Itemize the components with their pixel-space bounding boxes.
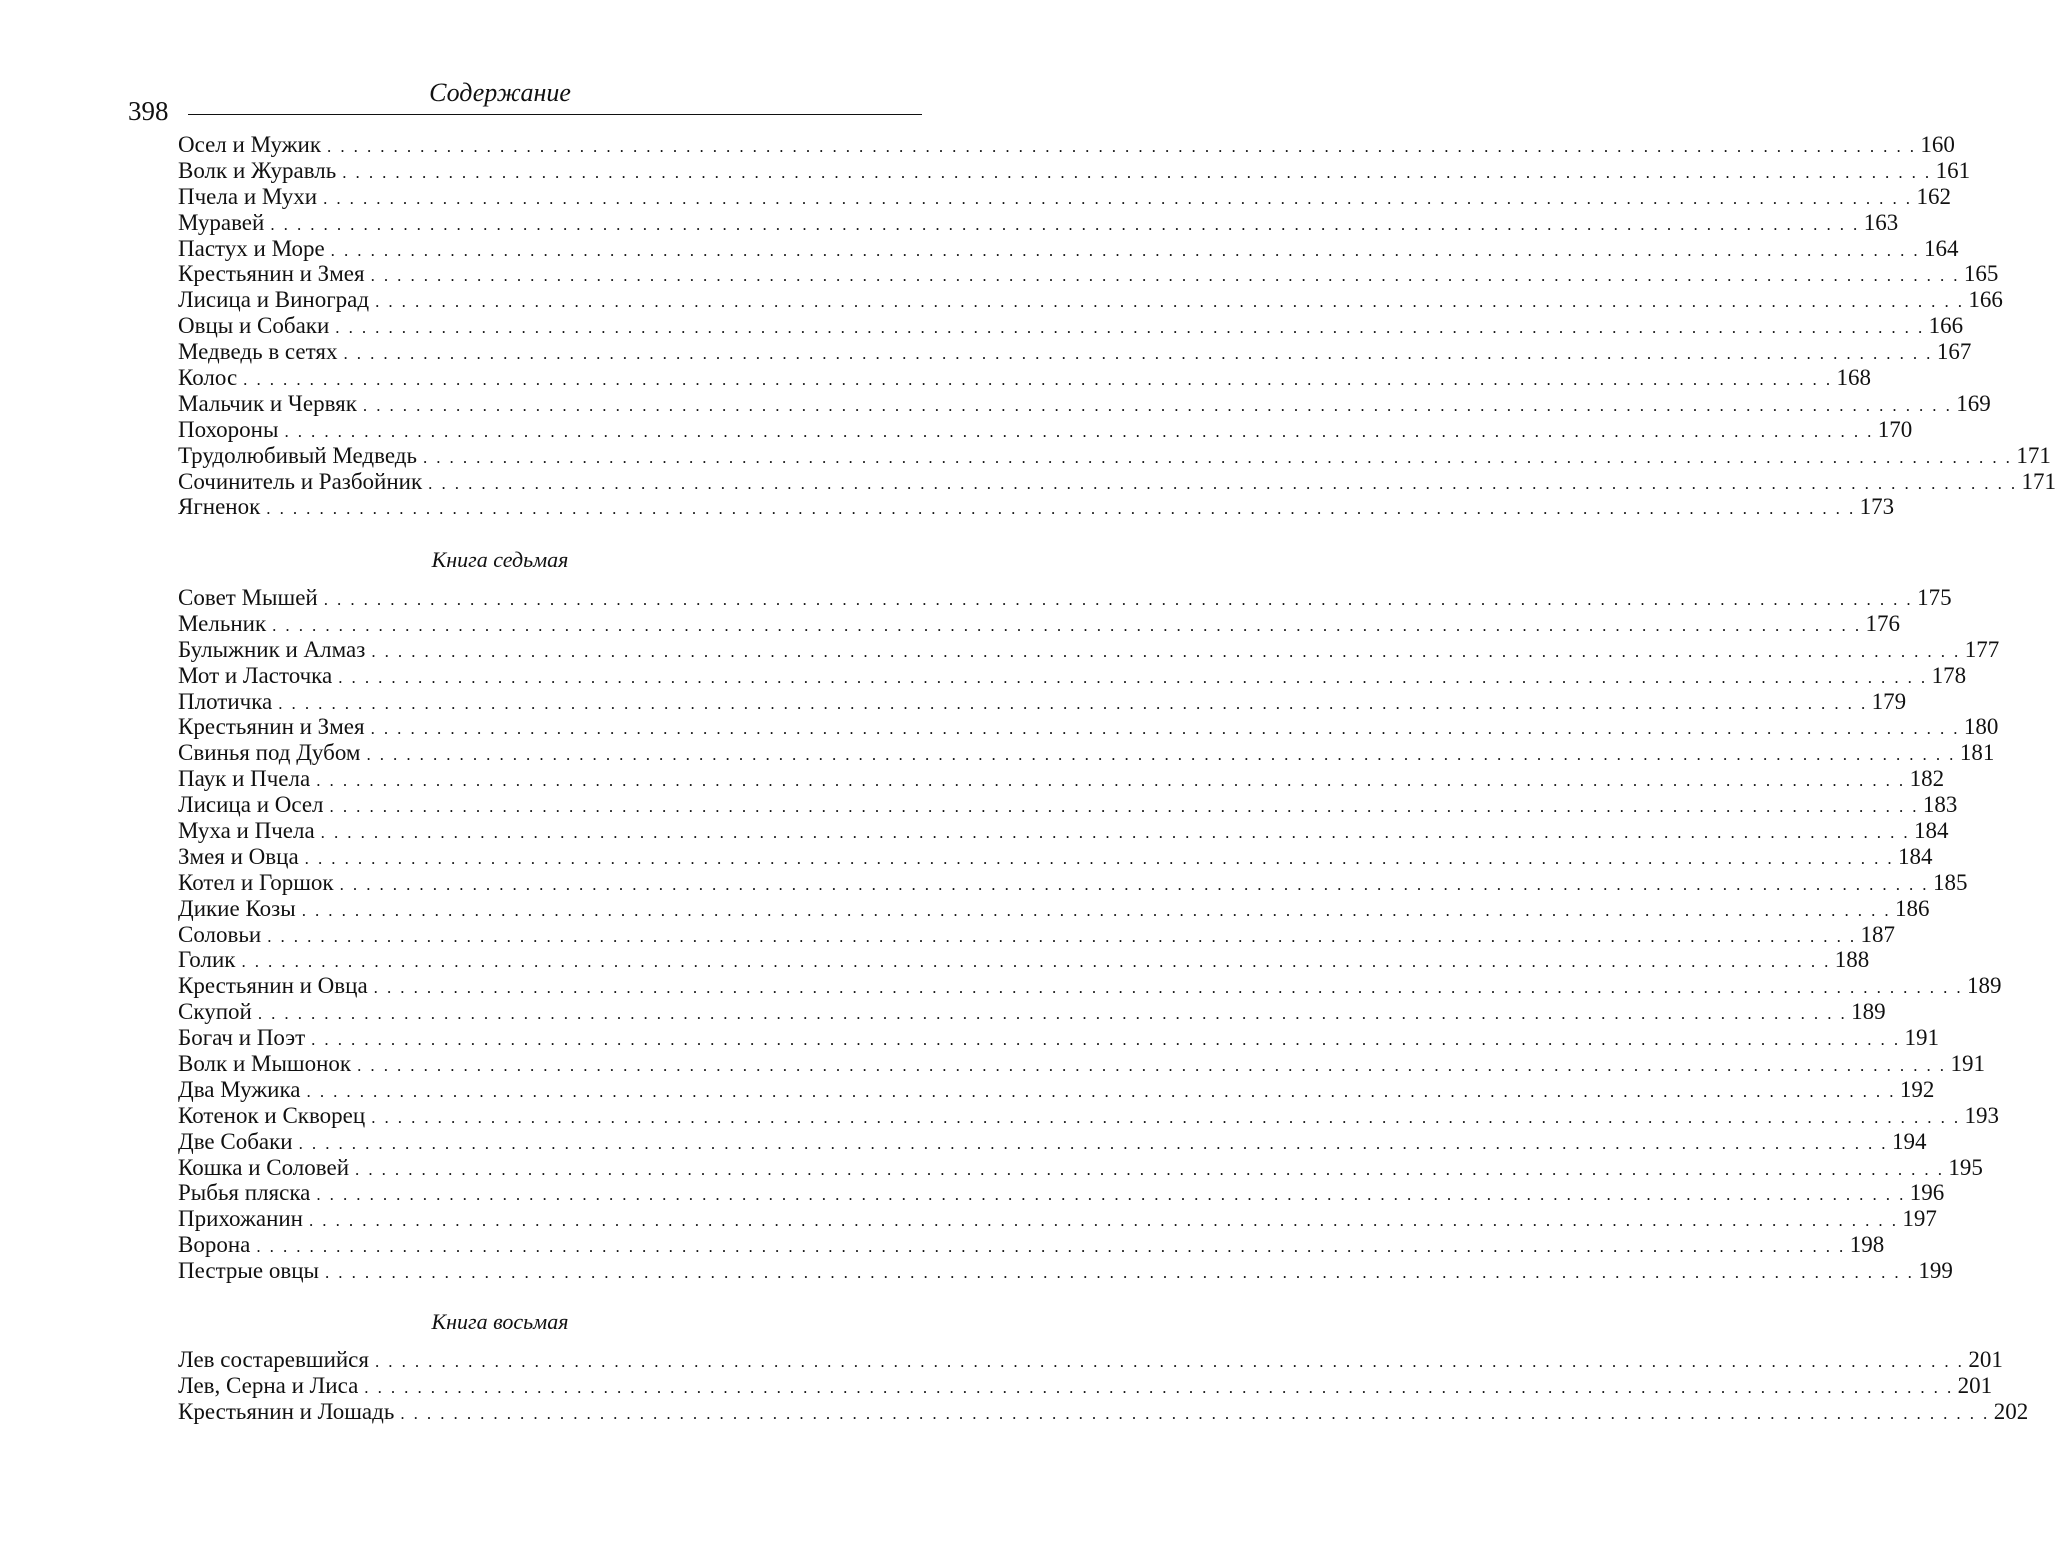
toc-entry-page-number: 184: [1898, 843, 1933, 869]
toc-entry: [178, 494, 1895, 520]
toc-entry-title: Плотичка: [178, 688, 273, 714]
toc-entry: [178, 999, 1886, 1025]
toc-entry-page-number: 175: [1917, 585, 1952, 610]
dot-leader: . . . . . . . . . . . . . . . . . . . . . . . . . . . . . . . . . . . . . . . . . . . . . . . . . . . . . . . . . . . . . . . . . . . . . . . . . . . . . . . . . . . . . . . . . . . . . . . . . . . . . . . . . . . . . . . . . . . . . . . .: [329, 797, 1919, 817]
toc-entry: [178, 365, 1872, 391]
dot-leader: . . . . . . . . . . . . . . . . . . . . . . . . . . . . . . . . . . . . . . . . . . . . . . . . . . . . . . . . . . . . . . . . . . . . . . . . . . . . . . . . . . . . . . . . . . . . . . . . . . . . . . . . . . . . . . . . . . . . . . . .: [422, 447, 2013, 467]
toc-entry: [178, 183, 1951, 210]
toc-entry-title: Осел и Мужик: [178, 132, 322, 157]
toc-entry-title: Котенок и Скворец: [178, 1102, 366, 1128]
toc-entry: [178, 610, 1900, 637]
toc-entry-title: Сочинитель и Разбойник: [178, 468, 423, 494]
dot-leader: . . . . . . . . . . . . . . . . . . . . . . . . . . . . . . . . . . . . . . . . . . . . . . . . . . . . . . . . . . . . . . . . . . . . . . . . . . . . . . . . . . . . . . . . . . . . . . . . . . . . . . . . . . . . . . . . . . . . . . . .: [362, 395, 1953, 415]
header-rule: [188, 114, 922, 115]
toc-entry-title: Рыбья пляска: [178, 1180, 311, 1206]
toc-entry: [178, 442, 2051, 469]
dot-leader: . . . . . . . . . . . . . . . . . . . . . . . . . . . . . . . . . . . . . . . . . . . . . . . . . . . . . . . . . . . . . . . . . . . . . . . . . . . . . . . . . . . . . . . . . . . . . . . . . . . . . . . . . . . . . . . . . . . . . . . .: [364, 1377, 1954, 1397]
toc-entry-page-number: 169: [1956, 390, 1991, 416]
toc-entry-title: Пчела и Мухи: [178, 183, 318, 209]
toc-entry: [178, 1372, 1993, 1399]
toc-entry-page-number: 202: [1993, 1398, 2029, 1424]
toc-entry-page-number: 199: [1918, 1258, 1953, 1284]
toc-entry-page-number: 165: [1963, 261, 1999, 287]
toc-entry: [178, 339, 1972, 365]
running-head: Содержание: [429, 78, 571, 107]
toc-entry: [178, 921, 1896, 948]
toc-entry-page-number: 182: [1909, 766, 1945, 792]
dot-leader: . . . . . . . . . . . . . . . . . . . . . . . . . . . . . . . . . . . . . . . . . . . . . . . . . . . . . . . . . . . . . . . . . . . . . . . . . . . . . . . . . . . . . . . . . . . . . . . . . . . . . . . . . . . . . . . . . . . . . . . .: [323, 590, 1914, 609]
toc-entry-title: Крестьянин и Лошадь: [178, 1398, 395, 1424]
toc-entry-page-number: 188: [1834, 947, 1870, 973]
toc-entry-title: Муха и Пчела: [178, 818, 315, 844]
toc-entry-page-number: 198: [1849, 1232, 1885, 1258]
toc-entry-page-number: 191: [1904, 1025, 1939, 1051]
toc-entry-page-number: 171: [2016, 442, 2051, 468]
dot-leader: . . . . . . . . . . . . . . . . . . . . . . . . . . . . . . . . . . . . . . . . . . . . . . . . . . . . . . . . . . . . . . . . . . . . . . . . . . . . . . . . . . . . . . . . . . . . . . . . . . . . . . . . . . . . . . . . . . . . . . . .: [370, 266, 1960, 286]
toc-entry-title: Богач и Поэт: [178, 1025, 306, 1051]
toc-entry-title: Ворона: [178, 1232, 251, 1258]
toc-entry-title: Свинья под Дубом: [178, 740, 361, 766]
toc-entry: [178, 662, 1967, 689]
dot-leader: . . . . . . . . . . . . . . . . . . . . . . . . . . . . . . . . . . . . . . . . . . . . . . . . . . . . . . . . . . . . . . . . . . . . . . . . . . . . . . . . . . . . . . . . . . . . . . . . . . . . . . . . . . . . . . . . . . . . . . . .: [355, 1159, 1945, 1179]
toc-section-2: [178, 585, 2002, 1284]
toc-entry: [178, 468, 2056, 495]
toc-entry: [178, 287, 2003, 313]
dot-leader: . . . . . . . . . . . . . . . . . . . . . . . . . . . . . . . . . . . . . . . . . . . . . . . . . . . . . . . . . . . . . . . . . . . . . . . . . . . . . . . . . . . . . . . . . . . . . . . . . . . . . . . . . . . . . . . . . . . . . . . .: [304, 848, 1895, 868]
dot-leader: . . . . . . . . . . . . . . . . . . . . . . . . . . . . . . . . . . . . . . . . . . . . . . . . . . . . . . . . . . . . . . . . . . . . . . . . . . . . . . . . . . . . . . . . . . . . . . . . . . . . . . . . . . . . . . . . . . . . . . . .: [316, 771, 1906, 791]
toc-entry: [178, 843, 1933, 870]
toc-entry-title: Трудолюбивый Медведь: [178, 442, 417, 468]
toc-entry-title: Паук и Пчела: [178, 766, 311, 792]
toc-entry-title: Два Мужика: [178, 1076, 301, 1102]
toc-entry: [178, 740, 1995, 766]
toc-entry-page-number: 184: [1914, 818, 1949, 844]
dot-leader: . . . . . . . . . . . . . . . . . . . . . . . . . . . . . . . . . . . . . . . . . . . . . . . . . . . . . . . . . . . . . . . . . . . . . . . . . . . . . . . . . . . . . . . . . . . . . . . . . . . . . . . . . . . . . . . . . . . . . . . .: [241, 952, 1831, 972]
toc-entry: [178, 818, 1949, 844]
toc-entry: [178, 947, 1870, 973]
dot-leader: . . . . . . . . . . . . . . . . . . . . . . . . . . . . . . . . . . . . . . . . . . . . . . . . . . . . . . . . . . . . . . . . . . . . . . . . . . . . . . . . . . . . . . . . . . . . . . . . . . . . . . . . . . . . . . . . . . . . . . . .: [375, 292, 1965, 312]
toc-entry: [178, 132, 1955, 158]
toc-entry-page-number: 162: [1916, 183, 1951, 209]
toc-entry-title: Волк и Мышонок: [178, 1051, 352, 1077]
toc-entry-page-number: 181: [1959, 740, 1995, 766]
toc-entry-title: Крестьянин и Змея: [178, 714, 365, 740]
toc-entry: [178, 1154, 1983, 1181]
toc-entry-page-number: 178: [1931, 662, 1967, 688]
dot-leader: . . . . . . . . . . . . . . . . . . . . . . . . . . . . . . . . . . . . . . . . . . . . . . . . . . . . . . . . . . . . . . . . . . . . . . . . . . . . . . . . . . . . . . . . . . . . . . . . . . . . . . . . . . . . . . . . . . . . . . . .: [373, 978, 1964, 998]
toc-entry-page-number: 180: [1963, 714, 1999, 740]
dot-leader: . . . . . . . . . . . . . . . . . . . . . . . . . . . . . . . . . . . . . . . . . . . . . . . . . . . . . . . . . . . . . . . . . . . . . . . . . . . . . . . . . . . . . . . . . . . . . . . . . . . . . . . . . . . . . . . . . . . . . . . .: [272, 615, 1862, 635]
toc-entry: [178, 1076, 1935, 1103]
toc-entry-title: Две Собаки: [178, 1128, 293, 1154]
toc-entry-title: Соловьи: [178, 921, 262, 947]
toc-entry-title: Мельник: [178, 610, 267, 636]
toc-entry-page-number: 170: [1877, 416, 1913, 442]
toc-entry-title: Похороны: [178, 416, 279, 442]
toc-entry-title: Овцы и Собаки: [178, 313, 330, 339]
toc-entry: [178, 209, 1899, 236]
dot-leader: . . . . . . . . . . . . . . . . . . . . . . . . . . . . . . . . . . . . . . . . . . . . . . . . . . . . . . . . . . . . . . . . . . . . . . . . . . . . . . . . . . . . . . . . . . . . . . . . . . . . . . . . . . . . . . . . . . . . . . . .: [257, 1004, 1848, 1024]
toc-entry: [178, 1206, 1937, 1232]
toc-entry: [178, 895, 1930, 922]
toc-entry: [178, 1051, 1985, 1077]
toc-entry-page-number: 189: [1967, 973, 2002, 999]
toc-entry-title: Медведь в сетях: [178, 339, 338, 365]
toc-entry-page-number: 173: [1859, 494, 1895, 520]
page-number: 398: [128, 96, 169, 126]
toc-entry-title: Лев состаревшийся: [178, 1347, 369, 1372]
dot-leader: . . . . . . . . . . . . . . . . . . . . . . . . . . . . . . . . . . . . . . . . . . . . . . . . . . . . . . . . . . . . . . . . . . . . . . . . . . . . . . . . . . . . . . . . . . . . . . . . . . . . . . . . . . . . . . . . . . . . . . . .: [323, 188, 1913, 208]
toc-entry: [178, 636, 2000, 663]
toc-entry-page-number: 161: [1935, 157, 1971, 183]
toc-entry: [178, 585, 1952, 611]
dot-leader: . . . . . . . . . . . . . . . . . . . . . . . . . . . . . . . . . . . . . . . . . . . . . . . . . . . . . . . . . . . . . . . . . . . . . . . . . . . . . . . . . . . . . . . . . . . . . . . . . . . . . . . . . . . . . . . . . . . . . . . .: [342, 162, 1932, 182]
toc-entry-title: Дикие Козы: [178, 895, 296, 921]
dot-leader: . . . . . . . . . . . . . . . . . . . . . . . . . . . . . . . . . . . . . . . . . . . . . . . . . . . . . . . . . . . . . . . . . . . . . . . . . . . . . . . . . . . . . . . . . . . . . . . . . . . . . . . . . . . . . . . . . . . . . . . .: [371, 1107, 1961, 1127]
toc-entry-title: Голик: [178, 947, 236, 973]
toc-entry-page-number: 194: [1891, 1128, 1927, 1154]
toc-entry-title: Совет Мышей: [178, 585, 318, 610]
dot-leader: . . . . . . . . . . . . . . . . . . . . . . . . . . . . . . . . . . . . . . . . . . . . . . . . . . . . . . . . . . . . . . . . . . . . . . . . . . . . . . . . . . . . . . . . . . . . . . . . . . . . . . . . . . . . . . . . . . . . . . . .: [243, 370, 1833, 390]
toc-entry-page-number: 167: [1936, 339, 1972, 365]
toc-entry-page-number: 189: [1851, 999, 1886, 1025]
toc-entry: [178, 869, 1968, 896]
toc-entry-page-number: 168: [1836, 365, 1872, 391]
dot-leader: . . . . . . . . . . . . . . . . . . . . . . . . . . . . . . . . . . . . . . . . . . . . . . . . . . . . . . . . . . . . . . . . . . . . . . . . . . . . . . . . . . . . . . . . . . . . . . . . . . . . . . . . . . . . . . . . . . . . . . . .: [339, 874, 1929, 894]
toc-entry-title: Ягненок: [178, 494, 261, 520]
dot-leader: . . . . . . . . . . . . . . . . . . . . . . . . . . . . . . . . . . . . . . . . . . . . . . . . . . . . . . . . . . . . . . . . . . . . . . . . . . . . . . . . . . . . . . . . . . . . . . . . . . . . . . . . . . . . . . . . . . . . . . . .: [266, 499, 1856, 519]
toc-entry-page-number: 177: [1964, 636, 2000, 662]
toc-entry: [178, 1347, 2003, 1373]
toc-entry-page-number: 191: [1950, 1051, 1985, 1077]
toc-entry-page-number: 179: [1871, 688, 1907, 714]
dot-leader: . . . . . . . . . . . . . . . . . . . . . . . . . . . . . . . . . . . . . . . . . . . . . . . . . . . . . . . . . . . . . . . . . . . . . . . . . . . . . . . . . . . . . . . . . . . . . . . . . . . . . . . . . . . . . . . . . . . . . . . .: [320, 823, 1911, 843]
dot-leader: . . . . . . . . . . . . . . . . . . . . . . . . . . . . . . . . . . . . . . . . . . . . . . . . . . . . . . . . . . . . . . . . . . . . . . . . . . . . . . . . . . . . . . . . . . . . . . . . . . . . . . . . . . . . . . . . . . . . . . . .: [357, 1056, 1947, 1076]
toc-entry-title: Котел и Горшок: [178, 869, 334, 895]
dot-leader: . . . . . . . . . . . . . . . . . . . . . . . . . . . . . . . . . . . . . . . . . . . . . . . . . . . . . . . . . . . . . . . . . . . . . . . . . . . . . . . . . . . . . . . . . . . . . . . . . . . . . . . . . . . . . . . . . . . . . . . .: [311, 1030, 1901, 1050]
toc-entry-title: Змея и Овца: [178, 843, 299, 869]
dot-leader: . . . . . . . . . . . . . . . . . . . . . . . . . . . . . . . . . . . . . . . . . . . . . . . . . . . . . . . . . . . . . . . . . . . . . . . . . . . . . . . . . . . . . . . . . . . . . . . . . . . . . . . . . . . . . . . . . . . . . . . .: [366, 745, 1956, 765]
dot-leader: . . . . . . . . . . . . . . . . . . . . . . . . . . . . . . . . . . . . . . . . . . . . . . . . . . . . . . . . . . . . . . . . . . . . . . . . . . . . . . . . . . . . . . . . . . . . . . . . . . . . . . . . . . . . . . . . . . . . . . . .: [335, 318, 1925, 338]
toc-entry-title: Кошка и Соловей: [178, 1154, 350, 1180]
toc-entry: [178, 313, 1964, 339]
toc-entry: [178, 1025, 1939, 1051]
toc-entry-page-number: 185: [1932, 869, 1968, 895]
dot-leader: . . . . . . . . . . . . . . . . . . . . . . . . . . . . . . . . . . . . . . . . . . . . . . . . . . . . . . . . . . . . . . . . . . . . . . . . . . . . . . . . . . . . . . . . . . . . . . . . . . . . . . . . . . . . . . . . . . . . . . . .: [374, 1352, 1965, 1371]
toc-entry-title: Пастух и Море: [178, 235, 325, 261]
book-heading-7: Книга седьмая: [431, 547, 569, 572]
toc-entry-title: Мот и Ласточка: [178, 662, 333, 688]
toc-entry: [178, 1128, 1927, 1155]
toc-entry: [178, 714, 1999, 740]
toc-section-1: [178, 132, 2056, 520]
toc-entry-page-number: 201: [1957, 1372, 1993, 1398]
dot-leader: . . . . . . . . . . . . . . . . . . . . . . . . . . . . . . . . . . . . . . . . . . . . . . . . . . . . . . . . . . . . . . . . . . . . . . . . . . . . . . . . . . . . . . . . . . . . . . . . . . . . . . . . . . . . . . . . . . . . . . . .: [301, 900, 1892, 920]
book-heading-8: Книга восьмая: [431, 1309, 569, 1334]
toc-entry: [178, 261, 1999, 287]
toc-entry-page-number: 176: [1865, 610, 1900, 636]
dot-leader: . . . . . . . . . . . . . . . . . . . . . . . . . . . . . . . . . . . . . . . . . . . . . . . . . . . . . . . . . . . . . . . . . . . . . . . . . . . . . . . . . . . . . . . . . . . . . . . . . . . . . . . . . . . . . . . . . . . . . . . .: [298, 1133, 1888, 1153]
dot-leader: . . . . . . . . . . . . . . . . . . . . . . . . . . . . . . . . . . . . . . . . . . . . . . . . . . . . . . . . . . . . . . . . . . . . . . . . . . . . . . . . . . . . . . . . . . . . . . . . . . . . . . . . . . . . . . . . . . . . . . . .: [371, 641, 1961, 661]
dot-leader: . . . . . . . . . . . . . . . . . . . . . . . . . . . . . . . . . . . . . . . . . . . . . . . . . . . . . . . . . . . . . . . . . . . . . . . . . . . . . . . . . . . . . . . . . . . . . . . . . . . . . . . . . . . . . . . . . . . . . . . .: [428, 473, 2018, 493]
dot-leader: . . . . . . . . . . . . . . . . . . . . . . . . . . . . . . . . . . . . . . . . . . . . . . . . . . . . . . . . . . . . . . . . . . . . . . . . . . . . . . . . . . . . . . . . . . . . . . . . . . . . . . . . . . . . . . . . . . . . . . . .: [330, 240, 1921, 260]
toc-entry-title: Крестьянин и Змея: [178, 261, 365, 287]
toc-entry: [178, 1398, 2029, 1425]
toc-entry: [178, 792, 1958, 818]
dot-leader: . . . . . . . . . . . . . . . . . . . . . . . . . . . . . . . . . . . . . . . . . . . . . . . . . . . . . . . . . . . . . . . . . . . . . . . . . . . . . . . . . . . . . . . . . . . . . . . . . . . . . . . . . . . . . . . . . . . . . . . .: [267, 926, 1857, 946]
dot-leader: . . . . . . . . . . . . . . . . . . . . . . . . . . . . . . . . . . . . . . . . . . . . . . . . . . . . . . . . . . . . . . . . . . . . . . . . . . . . . . . . . . . . . . . . . . . . . . . . . . . . . . . . . . . . . . . . . . . . . . . .: [278, 693, 1868, 713]
toc-entry: [178, 157, 1971, 184]
dot-leader: . . . . . . . . . . . . . . . . . . . . . . . . . . . . . . . . . . . . . . . . . . . . . . . . . . . . . . . . . . . . . . . . . . . . . . . . . . . . . . . . . . . . . . . . . . . . . . . . . . . . . . . . . . . . . . . . . . . . . . . .: [316, 1185, 1906, 1205]
dot-leader: . . . . . . . . . . . . . . . . . . . . . . . . . . . . . . . . . . . . . . . . . . . . . . . . . . . . . . . . . . . . . . . . . . . . . . . . . . . . . . . . . . . . . . . . . . . . . . . . . . . . . . . . . . . . . . . . . . . . . . . .: [306, 1081, 1896, 1101]
toc-section-3: [178, 1347, 2029, 1425]
toc-entry: [178, 766, 1945, 792]
toc-entry: [178, 390, 1991, 417]
toc-entry-title: Прихожанин: [178, 1206, 303, 1232]
dot-leader: . . . . . . . . . . . . . . . . . . . . . . . . . . . . . . . . . . . . . . . . . . . . . . . . . . . . . . . . . . . . . . . . . . . . . . . . . . . . . . . . . . . . . . . . . . . . . . . . . . . . . . . . . . . . . . . . . . . . . . . .: [270, 214, 1860, 234]
toc-entry-title: Крестьянин и Овца: [178, 973, 368, 999]
toc-entry-title: Колос: [178, 365, 238, 391]
toc-entry-page-number: 164: [1924, 235, 1959, 261]
toc-entry-page-number: 166: [1928, 313, 1964, 339]
toc-entry-page-number: 201: [1968, 1347, 2003, 1372]
toc-entry: [178, 1102, 2000, 1129]
dot-leader: . . . . . . . . . . . . . . . . . . . . . . . . . . . . . . . . . . . . . . . . . . . . . . . . . . . . . . . . . . . . . . . . . . . . . . . . . . . . . . . . . . . . . . . . . . . . . . . . . . . . . . . . . . . . . . . . . . . . . . . .: [309, 1211, 1899, 1231]
toc-entry: [178, 688, 1907, 715]
toc-entry-title: Волк и Журавль: [178, 157, 337, 183]
toc-entry: [178, 416, 1913, 443]
toc-entry: [178, 973, 2002, 999]
toc-entry-page-number: 186: [1895, 895, 1930, 921]
toc-entry-page-number: 197: [1902, 1206, 1937, 1232]
toc-entry-page-number: 160: [1920, 132, 1955, 157]
dot-leader: . . . . . . . . . . . . . . . . . . . . . . . . . . . . . . . . . . . . . . . . . . . . . . . . . . . . . . . . . . . . . . . . . . . . . . . . . . . . . . . . . . . . . . . . . . . . . . . . . . . . . . . . . . . . . . . . . . . . . . . .: [284, 421, 1874, 441]
dot-leader: . . . . . . . . . . . . . . . . . . . . . . . . . . . . . . . . . . . . . . . . . . . . . . . . . . . . . . . . . . . . . . . . . . . . . . . . . . . . . . . . . . . . . . . . . . . . . . . . . . . . . . . . . . . . . . . . . . . . . . . .: [343, 344, 1933, 364]
toc-entry-page-number: 166: [1968, 287, 2003, 313]
toc-entry: [178, 1232, 1885, 1258]
toc-entry-page-number: 163: [1863, 209, 1899, 235]
toc-entry-page-number: 195: [1948, 1154, 1983, 1180]
toc-entry: [178, 1258, 1953, 1284]
toc-entry-page-number: 187: [1860, 921, 1896, 947]
dot-leader: . . . . . . . . . . . . . . . . . . . . . . . . . . . . . . . . . . . . . . . . . . . . . . . . . . . . . . . . . . . . . . . . . . . . . . . . . . . . . . . . . . . . . . . . . . . . . . . . . . . . . . . . . . . . . . . . . . . . . . . .: [370, 719, 1960, 739]
dot-leader: . . . . . . . . . . . . . . . . . . . . . . . . . . . . . . . . . . . . . . . . . . . . . . . . . . . . . . . . . . . . . . . . . . . . . . . . . . . . . . . . . . . . . . . . . . . . . . . . . . . . . . . . . . . . . . . . . . . . . . . .: [400, 1403, 1990, 1423]
toc-entry-page-number: 192: [1899, 1076, 1935, 1102]
toc-entry-page-number: 171: [2021, 468, 2056, 494]
toc-entry-title: Пестрые овцы: [178, 1258, 319, 1284]
toc-entry: [178, 1180, 1945, 1206]
toc-entry-page-number: 196: [1909, 1180, 1945, 1206]
toc-entry-title: Скупой: [178, 999, 252, 1025]
toc-entry-title: Муравей: [178, 209, 265, 235]
dot-leader: . . . . . . . . . . . . . . . . . . . . . . . . . . . . . . . . . . . . . . . . . . . . . . . . . . . . . . . . . . . . . . . . . . . . . . . . . . . . . . . . . . . . . . . . . . . . . . . . . . . . . . . . . . . . . . . . . . . . . . . .: [324, 1263, 1915, 1283]
dot-leader: . . . . . . . . . . . . . . . . . . . . . . . . . . . . . . . . . . . . . . . . . . . . . . . . . . . . . . . . . . . . . . . . . . . . . . . . . . . . . . . . . . . . . . . . . . . . . . . . . . . . . . . . . . . . . . . . . . . . . . . .: [327, 137, 1917, 156]
toc-entry-title: Лисица и Осел: [178, 792, 324, 818]
toc-entry-page-number: 183: [1922, 792, 1958, 818]
toc-entry-title: Мальчик и Червяк: [178, 390, 357, 416]
toc-entry-title: Лисица и Виноград: [178, 287, 370, 313]
toc-entry-title: Булыжник и Алмаз: [178, 636, 366, 662]
dot-leader: . . . . . . . . . . . . . . . . . . . . . . . . . . . . . . . . . . . . . . . . . . . . . . . . . . . . . . . . . . . . . . . . . . . . . . . . . . . . . . . . . . . . . . . . . . . . . . . . . . . . . . . . . . . . . . . . . . . . . . . .: [256, 1237, 1846, 1257]
toc-entry-page-number: 193: [1964, 1102, 2000, 1128]
toc-entry: [178, 235, 1959, 262]
toc-entry-title: Лев, Серна и Лиса: [178, 1372, 359, 1398]
dot-leader: . . . . . . . . . . . . . . . . . . . . . . . . . . . . . . . . . . . . . . . . . . . . . . . . . . . . . . . . . . . . . . . . . . . . . . . . . . . . . . . . . . . . . . . . . . . . . . . . . . . . . . . . . . . . . . . . . . . . . . . .: [338, 667, 1928, 687]
